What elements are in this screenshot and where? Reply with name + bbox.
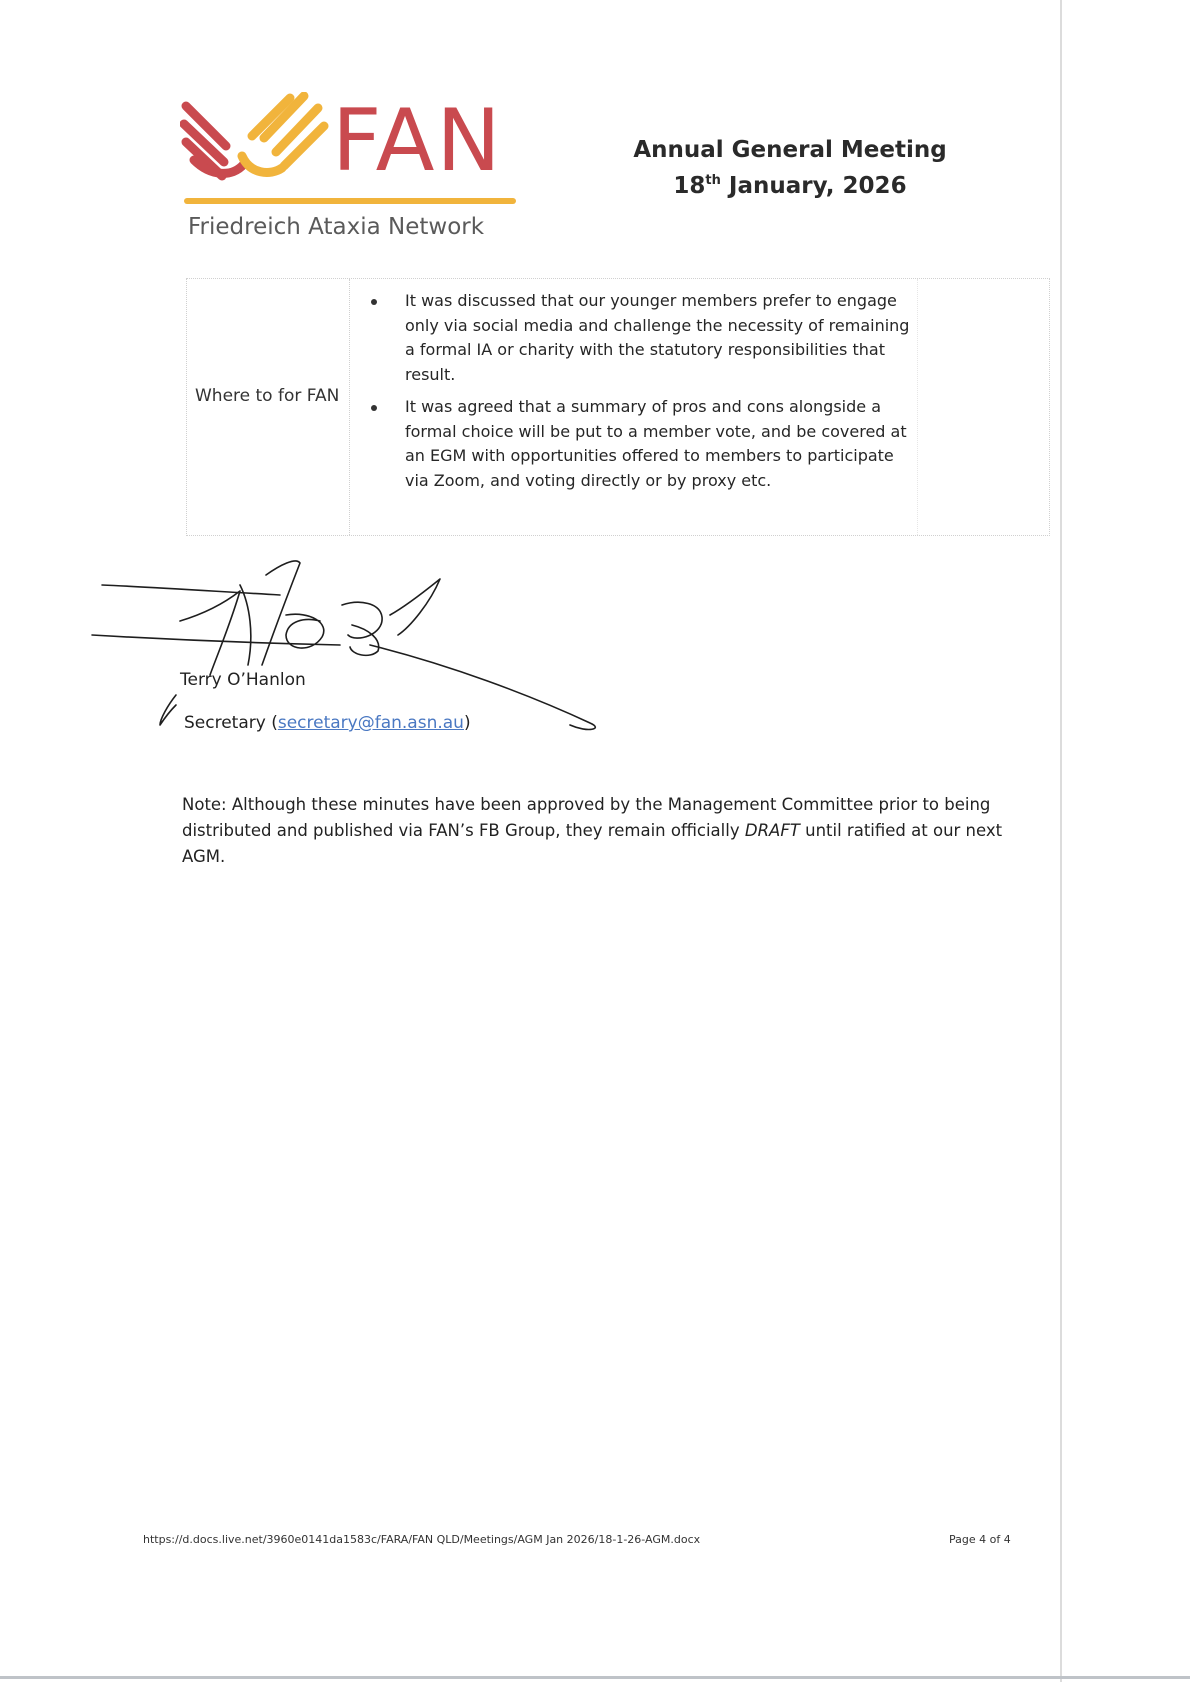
draft-note: Note: Although these minutes have been approved by the Management Committee prior to being distributed and published via FAN’s FB Group, they remain officially DRAFT until ratified at our next AGM. [182,795,1003,866]
meeting-date: 18th January, 2026 [673,173,907,199]
page-bottom-edge [0,1676,1190,1679]
page-edge [1060,0,1062,1682]
hands-logo-icon [180,92,330,192]
logo-underline [184,198,516,204]
minutes-table [186,278,1050,536]
bullet-icon [371,405,377,411]
meeting-heading [600,132,980,204]
document-path: https://d.docs.live.net/3960e0141da1583c/FARA/FAN QLD/Meetings/AGM Jan 2026/18-1-26-AGM.docx [143,1533,701,1546]
agenda-item-points [365,289,910,501]
meeting-title: Annual General Meeting [633,137,947,163]
fan-logo [180,92,520,242]
page-number: Page 4 of 4 [949,1533,1011,1546]
signer-role: Secretary (secretary@fan.asn.au) [184,713,471,733]
table-column-divider [349,279,350,535]
logo-wordmark: FAN [332,91,503,191]
secretary-email-link[interactable]: secretary@fan.asn.au [277,713,464,733]
bullet-icon [371,299,377,305]
agenda-item-label: Where to for FAN [195,386,340,406]
list-item: It was agreed that a summary of pros and cons alongside a formal choice will be put to a member vote, and be covered at an EGM with opportunities offered to members to participate via Zoom, and voting directly or by proxy etc. [365,395,910,493]
signer-name: Terry O’Hanlon [180,670,306,690]
list-item: It was discussed that our younger members prefer to engage only via social media and challenge the necessity of remaining a formal IA or charity with the statutory responsibilities that result. [365,289,910,387]
logo-tagline: Friedreich Ataxia Network [188,214,485,240]
table-column-divider [917,279,918,535]
handwritten-signature [90,555,630,735]
